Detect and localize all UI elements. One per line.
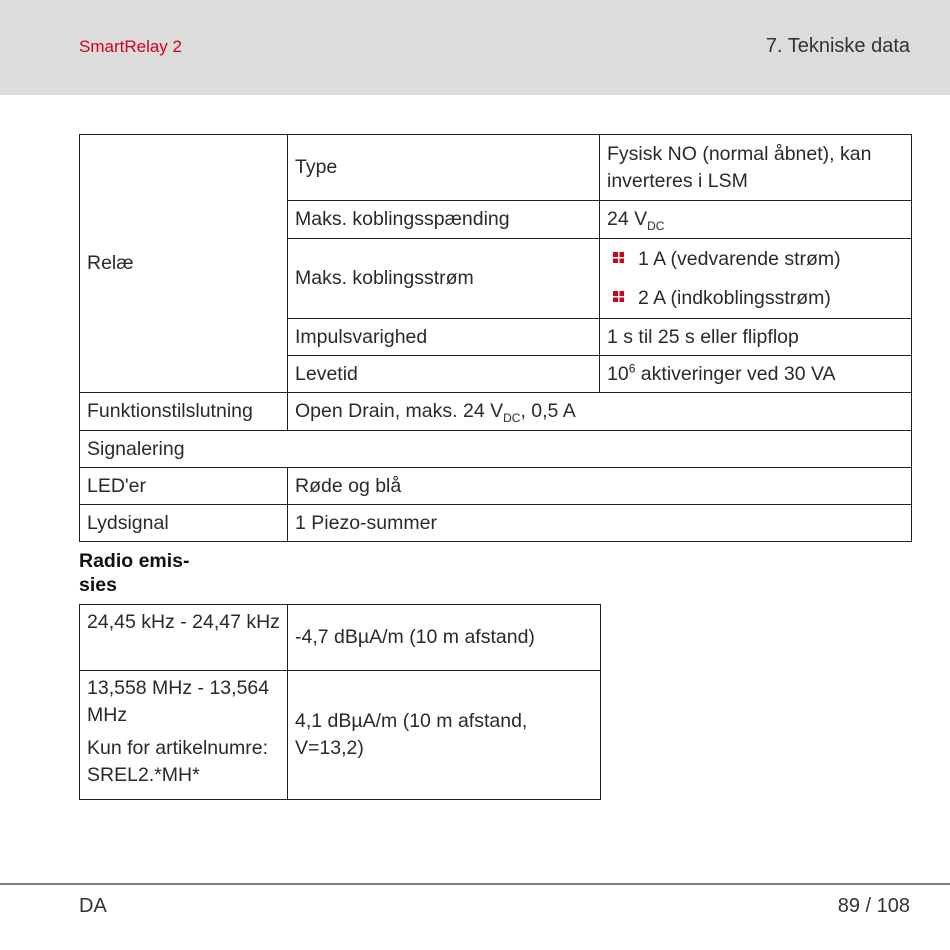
max-voltage-label: Maks. koblingsspænding <box>288 201 600 239</box>
emission-value: -4,7 dBµA/m (10 m afstand) <box>288 605 601 671</box>
chapter-title: 7. Tekniske data <box>765 35 910 57</box>
function-port-value: Open Drain, maks. 24 $V_{DC}$, 0,5 A <box>288 393 912 431</box>
relay-label: Relæ <box>80 135 288 393</box>
max-current-label: Maks. koblingsstrøm <box>288 239 600 319</box>
list-item: 2 A (indkoblingsstrøm) <box>607 279 904 318</box>
function-port-label: Funktionstilslutning <box>80 393 288 431</box>
table-row <box>80 505 912 542</box>
bullet-icon <box>613 291 624 302</box>
max-voltage-value: 24 $V_{DC}$ <box>600 201 912 239</box>
leds-value: Røde og blå <box>288 468 912 505</box>
type-label: Type <box>288 135 600 201</box>
signaling-label: Signalering <box>80 431 912 468</box>
sound-label: Lydsignal <box>80 505 288 542</box>
table-row <box>80 135 912 201</box>
technical-data-table <box>79 134 912 542</box>
list-item: 1 A (vedvarende strøm) <box>607 240 904 279</box>
table-row <box>80 393 912 431</box>
pulse-value: 1 s til 25 s eller flipflop <box>600 319 912 356</box>
bullet-icon <box>613 252 624 263</box>
radio-section-title: Radio emis- sies <box>79 550 190 596</box>
lifetime-value: $10^6$ aktiveringer ved 30 VA <box>600 356 912 393</box>
leds-label: LED'er <box>80 468 288 505</box>
page-header <box>0 0 950 95</box>
type-value: Fysisk NO (normal åbnet), kan inverteres i LSM <box>600 135 912 201</box>
frequency-cell: 13,558 MHz - 13,564 MHz Kun for artikelnumre: SREL2.*MH* <box>80 671 288 800</box>
footer-divider <box>0 883 950 885</box>
table-row <box>80 605 601 671</box>
footer-language: DA <box>79 895 107 917</box>
page-number: 89 / 108 <box>837 895 910 917</box>
lifetime-label: Levetid <box>288 356 600 393</box>
radio-emission-table <box>79 604 601 800</box>
table-row <box>80 671 601 800</box>
emission-value: 4,1 dBµA/m (10 m afstand, V=13,2) <box>288 671 601 800</box>
pulse-label: Impulsvarighed <box>288 319 600 356</box>
max-current-value <box>600 239 912 319</box>
product-name: SmartRelay 2 <box>79 37 182 56</box>
article-note: Kun for artikelnumre: SREL2.*MH* <box>87 737 268 786</box>
sound-value: 1 Piezo-summer <box>288 505 912 542</box>
frequency-cell: 24,45 kHz - 24,47 kHz <box>80 605 288 671</box>
table-row <box>80 468 912 505</box>
table-row <box>80 431 912 468</box>
